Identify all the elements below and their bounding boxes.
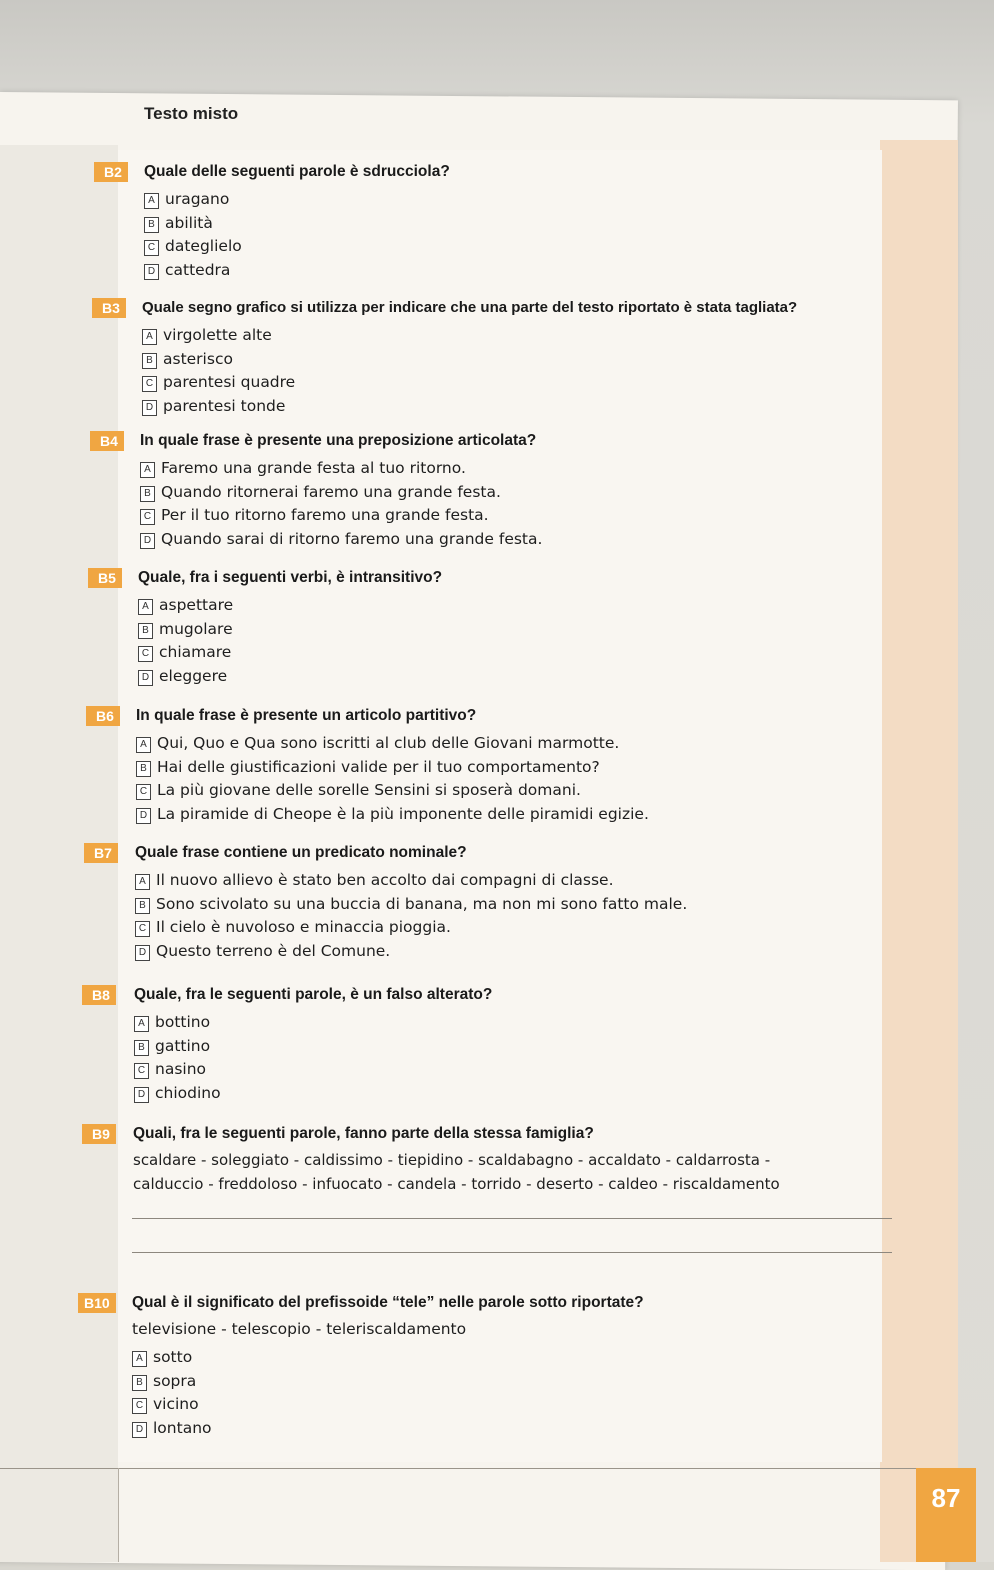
option-letter: D <box>140 533 155 549</box>
option-letter: D <box>136 808 151 824</box>
option-c[interactable] <box>142 371 994 395</box>
option-letter: C <box>138 646 153 662</box>
question-text: Quale, fra i seguenti verbi, è intransitivo? <box>138 569 443 586</box>
option-d[interactable] <box>140 528 994 552</box>
option-text: gattino <box>155 1036 211 1055</box>
option-c[interactable] <box>140 504 994 528</box>
option-text: asterisco <box>163 349 233 368</box>
question-b6 <box>0 706 900 826</box>
option-letter: D <box>134 1087 149 1103</box>
option-text: parentesi quadre <box>163 373 296 391</box>
option-b[interactable] <box>138 618 994 642</box>
option-text: Questo terreno è del Comune. <box>156 941 391 960</box>
option-b[interactable] <box>144 212 994 236</box>
option-c[interactable] <box>136 779 994 803</box>
option-letter: B <box>134 1040 149 1056</box>
option-text: Il nuovo allievo è stato ben accolto dai compagni di classe. <box>156 871 614 889</box>
option-c[interactable] <box>144 235 994 259</box>
option-letter: B <box>136 761 151 777</box>
question-code: B9 <box>82 1124 116 1144</box>
option-letter: A <box>136 737 151 753</box>
option-letter: B <box>135 898 150 914</box>
option-text: sotto <box>153 1348 193 1366</box>
word-list-line: scaldare - soleggiato - caldissimo - tiepidino - scaldabagno - accaldato - caldarrosta - <box>133 1151 771 1169</box>
question-code: B2 <box>94 162 128 182</box>
option-text: mugolare <box>159 619 233 638</box>
question-b7 <box>0 843 900 963</box>
option-d[interactable] <box>132 1417 994 1441</box>
option-text: virgolette alte <box>163 326 272 344</box>
question-text: In quale frase è presente un articolo partitivo? <box>136 707 477 724</box>
option-text: Faremo una grande festa al tuo ritorno. <box>161 459 466 477</box>
question-code: B6 <box>86 706 120 726</box>
option-b[interactable] <box>135 893 994 917</box>
option-a[interactable] <box>134 1011 994 1035</box>
option-letter: C <box>140 509 155 525</box>
option-text: eleggere <box>159 666 228 685</box>
option-text: Quando ritornerai faremo una grande festa. <box>161 482 501 501</box>
option-text: sopra <box>153 1371 197 1390</box>
option-d[interactable] <box>142 395 994 419</box>
option-c[interactable] <box>132 1393 994 1417</box>
option-letter: D <box>142 400 157 416</box>
question-text: Quale segno grafico si utilizza per indicare che una parte del testo riportato è stata tagliata? <box>142 299 798 316</box>
option-text: Il cielo è nuvoloso e minaccia pioggia. <box>156 918 451 936</box>
word-list-line: calduccio - freddoloso - infuocato - candela - torrido - deserto - caldeo - riscaldamento <box>133 1175 780 1193</box>
option-b[interactable] <box>142 348 994 372</box>
option-text: nasino <box>155 1060 207 1078</box>
option-letter: D <box>144 264 159 280</box>
question-code: B5 <box>88 568 122 588</box>
option-c[interactable] <box>138 641 994 665</box>
option-text: abilità <box>165 213 213 232</box>
option-text: Hai delle giustificazioni valide per il tuo comportamento? <box>157 757 600 776</box>
question-code: B7 <box>84 843 118 863</box>
question-text: In quale frase è presente una preposizione articolata? <box>140 432 537 449</box>
option-a[interactable] <box>140 457 994 481</box>
option-text: Sono scivolato su una buccia di banana, ma non mi sono fatto male. <box>156 894 688 913</box>
question-b9 <box>0 1124 900 1196</box>
option-b[interactable] <box>136 756 994 780</box>
option-d[interactable] <box>144 259 994 283</box>
option-a[interactable] <box>142 324 994 348</box>
answer-line[interactable] <box>132 1218 892 1219</box>
option-text: parentesi tonde <box>163 396 286 415</box>
option-text: bottino <box>155 1013 211 1031</box>
option-text: aspettare <box>159 596 234 614</box>
option-a[interactable] <box>144 188 994 212</box>
option-text: vicino <box>153 1395 199 1413</box>
question-code: B3 <box>92 298 126 318</box>
option-letter: D <box>132 1422 147 1438</box>
option-letter: A <box>134 1016 149 1032</box>
question-b8 <box>0 985 900 1105</box>
option-letter: B <box>140 486 155 502</box>
option-text: La più giovane delle sorelle Sensini si sposerà domani. <box>157 781 581 799</box>
question-b4 <box>0 431 900 551</box>
option-letter: C <box>144 240 159 256</box>
option-text: La piramide di Cheope è la più imponente delle piramidi egizie. <box>157 804 649 823</box>
option-letter: C <box>142 376 157 392</box>
option-text: Quando sarai di ritorno faremo una grande festa. <box>161 529 543 548</box>
option-text: uragano <box>165 190 230 208</box>
option-letter: D <box>138 670 153 686</box>
option-text: chiodino <box>155 1083 221 1102</box>
option-letter: B <box>144 217 159 233</box>
question-text: Qual è il significato del prefissoide “tele” nelle parole sotto riportate? <box>132 1294 644 1311</box>
question-b5 <box>0 568 900 688</box>
answer-line[interactable] <box>132 1252 892 1253</box>
option-text: Per il tuo ritorno faremo una grande festa. <box>161 506 489 524</box>
question-code: B10 <box>78 1293 116 1313</box>
option-letter: A <box>144 193 159 209</box>
question-code: B8 <box>82 985 116 1005</box>
option-letter: A <box>138 599 153 615</box>
option-a[interactable] <box>135 869 994 893</box>
option-d[interactable] <box>135 940 994 964</box>
page-number: 87 <box>916 1468 976 1562</box>
question-b10 <box>0 1293 900 1440</box>
option-b[interactable] <box>134 1035 994 1059</box>
option-letter: C <box>135 921 150 937</box>
option-d[interactable] <box>134 1082 994 1106</box>
question-code: B4 <box>90 431 124 451</box>
option-text: cattedra <box>165 260 231 279</box>
option-letter: B <box>142 353 157 369</box>
option-c[interactable] <box>134 1058 994 1082</box>
option-a[interactable] <box>136 732 994 756</box>
option-b[interactable] <box>132 1370 994 1394</box>
option-text: Qui, Quo e Qua sono iscritti al club delle Giovani marmotte. <box>157 734 620 752</box>
question-text: Quali, fra le seguenti parole, fanno parte della stessa famiglia? <box>133 1125 594 1142</box>
option-letter: C <box>132 1398 147 1414</box>
option-letter: A <box>142 329 157 345</box>
option-letter: B <box>138 623 153 639</box>
word-list-line: televisione - telescopio - teleriscaldamento <box>132 1320 467 1338</box>
option-letter: A <box>132 1351 147 1367</box>
option-letter: B <box>132 1375 147 1391</box>
option-d[interactable] <box>138 665 994 689</box>
question-b3 <box>0 298 900 418</box>
option-letter: A <box>135 874 150 890</box>
option-b[interactable] <box>140 481 994 505</box>
question-b2 <box>0 162 900 282</box>
option-letter: C <box>136 784 151 800</box>
question-text: Quale delle seguenti parole è sdrucciola? <box>144 163 450 180</box>
page-header: Testo misto <box>144 104 239 123</box>
option-c[interactable] <box>135 916 994 940</box>
option-text: lontano <box>153 1418 212 1437</box>
option-letter: A <box>140 462 155 478</box>
question-text: Quale frase contiene un predicato nominale? <box>135 844 467 861</box>
question-text: Quale, fra le seguenti parole, è un falso alterato? <box>134 986 493 1003</box>
option-text: chiamare <box>159 643 232 661</box>
option-a[interactable] <box>132 1346 994 1370</box>
option-letter: D <box>135 945 150 961</box>
option-d[interactable] <box>136 803 994 827</box>
option-a[interactable] <box>138 594 994 618</box>
option-letter: C <box>134 1063 149 1079</box>
option-text: dateglielo <box>165 237 242 255</box>
